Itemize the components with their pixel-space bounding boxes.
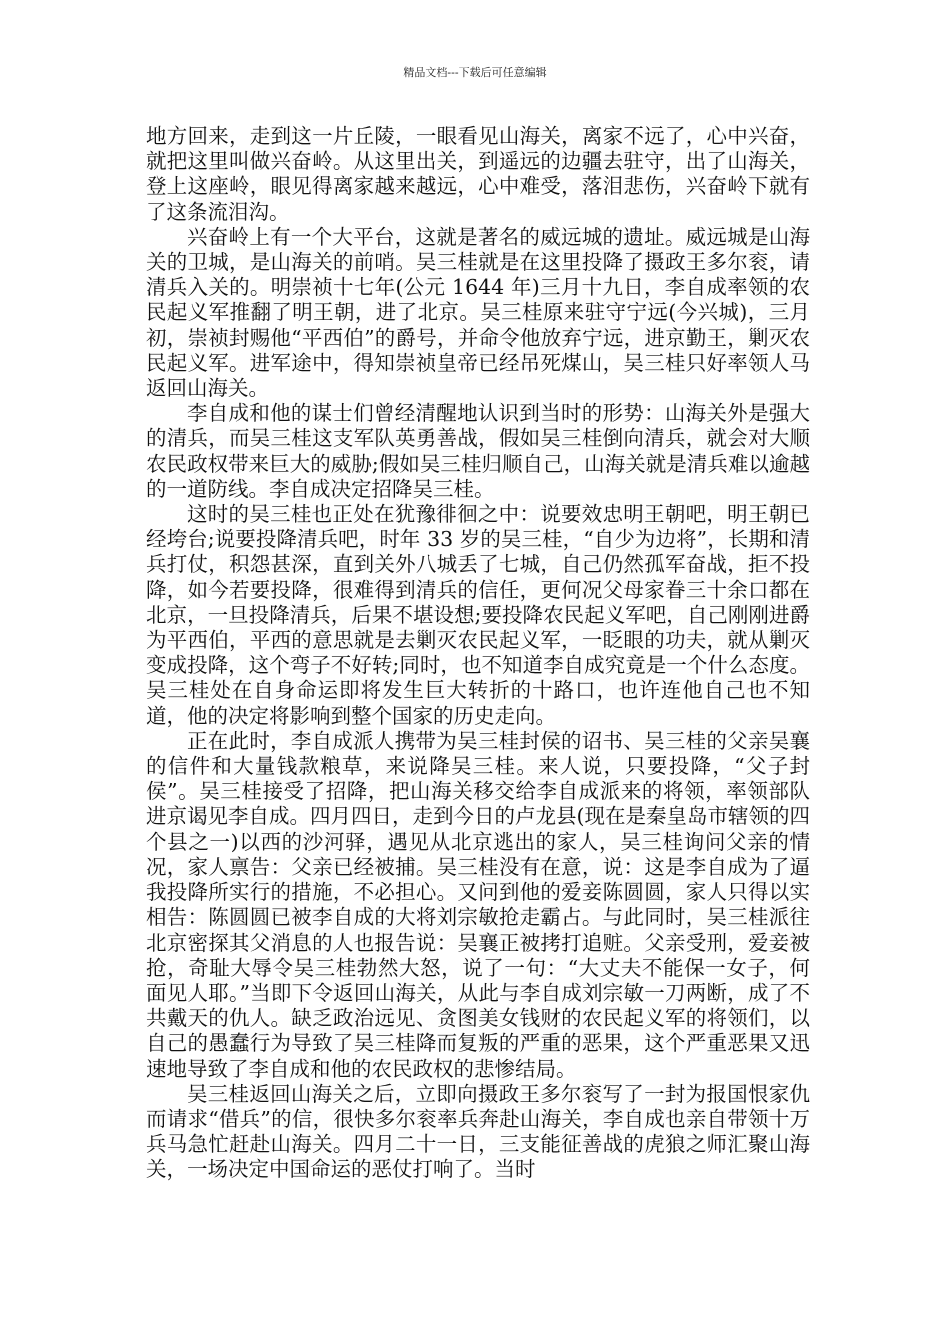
paragraph-3: 李自成和他的谋士们曾经清醒地认识到当时的形势：山海关外是强大的清兵，而吴三桂这支军队英勇善战，假如吴三桂倒向清兵，就会对大顺农民政权带来巨大的威胁;假如吴三桂归顺自己，山海关就是清兵难以逾越的一道防线。李自成决定招降吴三桂。 bbox=[146, 401, 810, 501]
page-header: 精品文档---下载后可任意编辑 bbox=[403, 66, 547, 79]
paragraph-5: 正在此时，李自成派人携带为吴三桂封侯的诏书、吴三桂的父亲吴襄的信件和大量钱款粮草，来说降吴三桂。来人说，只要投降，“父子封侯”。吴三桂接受了招降，把山海关移交给李自成派来的将领，率领部队进京谒见李自成。四月四日，走到今日的卢龙县(现在是秦皇岛市辖领的四个县之一)以西的沙河驿，遇见从北京逃出的家人，吴三桂询问父亲的情况，家人禀告：父亲已经被捕。吴三桂没有在意，说：这是李自成为了逼我投降所实行的措施，不必担心。又问到他的爱妾陈圆圆，家人只得以实相告：陈圆圆已被李自成的大将刘宗敏抢走霸占。与此同时，吴三桂派往北京密探其父消息的人也报告说：吴襄正被拷打追赃。父亲受刑，爱妾被抢，奇耻大辱令吴三桂勃然大怒，说了一句：“大丈夫不能保一女子，何面见人耶。”当即下令返回山海关，从此与李自成刘宗敏一刀两断，成了不共戴天的仇人。缺乏政治远见、贪图美女钱财的农民起义军的将领们，以自己的愚蠢行为导致了吴三桂降而复叛的严重的恶果，这个严重恶果又迅速地导致了李自成和他的农民政权的悲惨结局。 bbox=[146, 728, 810, 1081]
paragraph-6: 吴三桂返回山海关之后，立即向摄政王多尔衮写了一封为报国恨家仇而请求“借兵”的信，很快多尔衮率兵奔赴山海关，李自成也亲自带领十万兵马急忙赶赴山海关。四月二十一日，三支能征善战的虎狼之师汇聚山海关，一场决定中国命运的恶仗打响了。当时 bbox=[146, 1081, 810, 1182]
paragraph-1: 地方回来，走到这一片丘陵，一眼看见山海关，离家不远了，心中兴奋，就把这里叫做兴奋岭。从这里出关，到遥远的边疆去驻守，出了山海关，登上这座岭，眼见得离家越来越远，心中难受，落泪悲伤，兴奋岭下就有了这条流泪沟。 bbox=[146, 124, 810, 224]
document-body bbox=[146, 124, 810, 1183]
paragraph-2: 兴奋岭上有一个大平台，这就是著名的威远城的遗址。威远城是山海关的卫城，是山海关的前哨。吴三桂就是在这里投降了摄政王多尔衮，请清兵入关的。明崇祯十七年(公元 1644 年)三月十九日，李自成率领的农民起义军推翻了明王朝，进了北京。吴三桂原来驻守宁远(今兴城)，三月初，崇祯封赐他“平西伯”的爵号，并命令他放弃宁远，进京勤王，剿灭农民起义军。进军途中，得知崇祯皇帝已经吊死煤山，吴三桂只好率领人马返回山海关。 bbox=[146, 224, 810, 401]
paragraph-4: 这时的吴三桂也正处在犹豫徘徊之中：说要效忠明王朝吧，明王朝已经垮台;说要投降清兵吧，时年 33 岁的吴三桂，“自少为边将”，长期和清兵打仗，积怨甚深，直到关外八城丢了七城，自己仍然孤军奋战，拒不投降，如今若要投降，很难得到清兵的信任，更何况父母家眷三十余口都在北京，一旦投降清兵，后果不堪设想;要投降农民起义军吧，自己刚刚进爵为平西伯，平西的意思就是去剿灭农民起义军，一眨眼的功夫，就从剿灭变成投降，这个弯子不好转;同时，也不知道李自成究竟是一个什么态度。吴三桂处在自身命运即将发生巨大转折的十路口，也许连他自己也不知道，他的决定将影响到整个国家的历史走向。 bbox=[146, 502, 810, 728]
